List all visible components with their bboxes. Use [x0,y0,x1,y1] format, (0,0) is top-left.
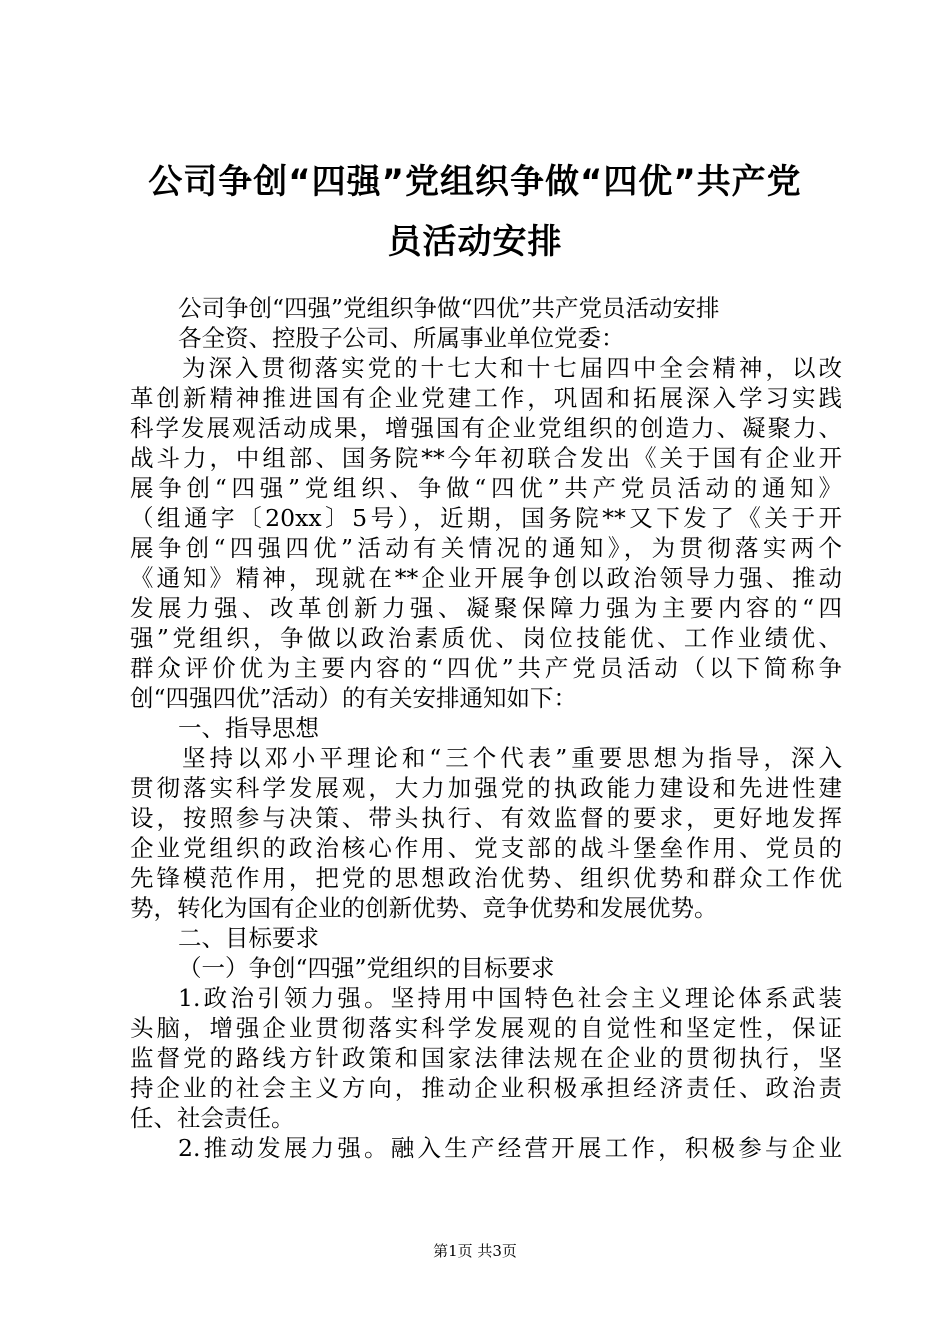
text-line: 为深入贯彻落实党的十七大和十七届四中全会精神，以改 [182,354,842,382]
text-line: 势，转化为国有企业的创新优势、竞争优势和发展优势。 [130,894,718,922]
document-title-line-1: 公司争创“四强”党组织争做“四优”共产党 [148,162,802,202]
text-line: （组通字〔20xx〕5号），近期，国务院**又下发了《关于开 [130,504,842,532]
document-body [130,293,842,1163]
subsection-heading: （一）争创“四强”党组织的目标要求 [178,954,555,982]
text-line: 各全资、控股子公司、所属事业单位党委： [178,324,625,352]
text-line: 设，按照参与决策、带头执行、有效监督的要求，更好地发挥 [130,804,842,832]
text-line: 强”党组织，争做以政治素质优、岗位技能优、工作业绩优、 [130,624,842,652]
text-line: 展争创“四强四优”活动有关情况的通知》，为贯彻落实两个 [130,534,842,562]
text-line: 坚持以邓小平理论和“三个代表”重要思想为指导，深入 [182,744,842,772]
text-line: 群众评价优为主要内容的“四优”共产党员活动（以下简称争 [130,654,842,682]
text-line: 《通知》精神，现就在**企业开展争创以政治领导力强、推动 [130,564,842,592]
text-line: 任、社会责任。 [130,1104,295,1132]
text-line: 贯彻落实科学发展观，大力加强党的执政能力建设和先进性建 [130,774,842,802]
section-heading: 二、目标要求 [178,924,319,952]
text-line: 监督党的路线方针政策和国家法律法规在企业的贯彻执行，坚 [130,1044,842,1072]
text-line: 科学发展观活动成果，增强国有企业党组织的创造力、凝聚力、 [130,414,842,442]
text-line: 先锋模范作用，把党的思想政治优势、组织优势和群众工作优 [130,864,842,892]
text-line: 公司争创“四强”党组织争做“四优”共产党员活动安排 [178,294,720,322]
text-line: 2.推动发展力强。融入生产经营开展工作，积极参与企业 [178,1134,842,1162]
text-line: 展争创“四强”党组织、争做“四优”共产党员活动的通知》 [130,474,842,502]
text-line: 1.政治引领力强。坚持用中国特色社会主义理论体系武装 [178,984,842,1012]
text-line: 革创新精神推进国有企业党建工作，巩固和拓展深入学习实践 [130,384,842,412]
text-line: 头脑，增强企业贯彻落实科学发展观的自觉性和坚定性，保证 [130,1014,842,1042]
text-line: 企业党组织的政治核心作用、党支部的战斗堡垒作用、党员的 [130,834,842,862]
text-line: 发展力强、改革创新力强、凝聚保障力强为主要内容的“四 [130,594,842,622]
section-heading: 一、指导思想 [178,714,319,742]
text-line: 创“四强四优”活动）的有关安排通知如下： [130,684,578,712]
document-title-line-2: 员活动安排 [387,222,563,262]
text-line: 持企业的社会主义方向，推动企业积极承担经济责任、政治责 [130,1074,842,1102]
text-line: 战斗力，中组部、国务院**今年初联合发出《关于国有企业开 [130,444,842,472]
page-footer: 第1页 共3页 [433,1242,517,1260]
